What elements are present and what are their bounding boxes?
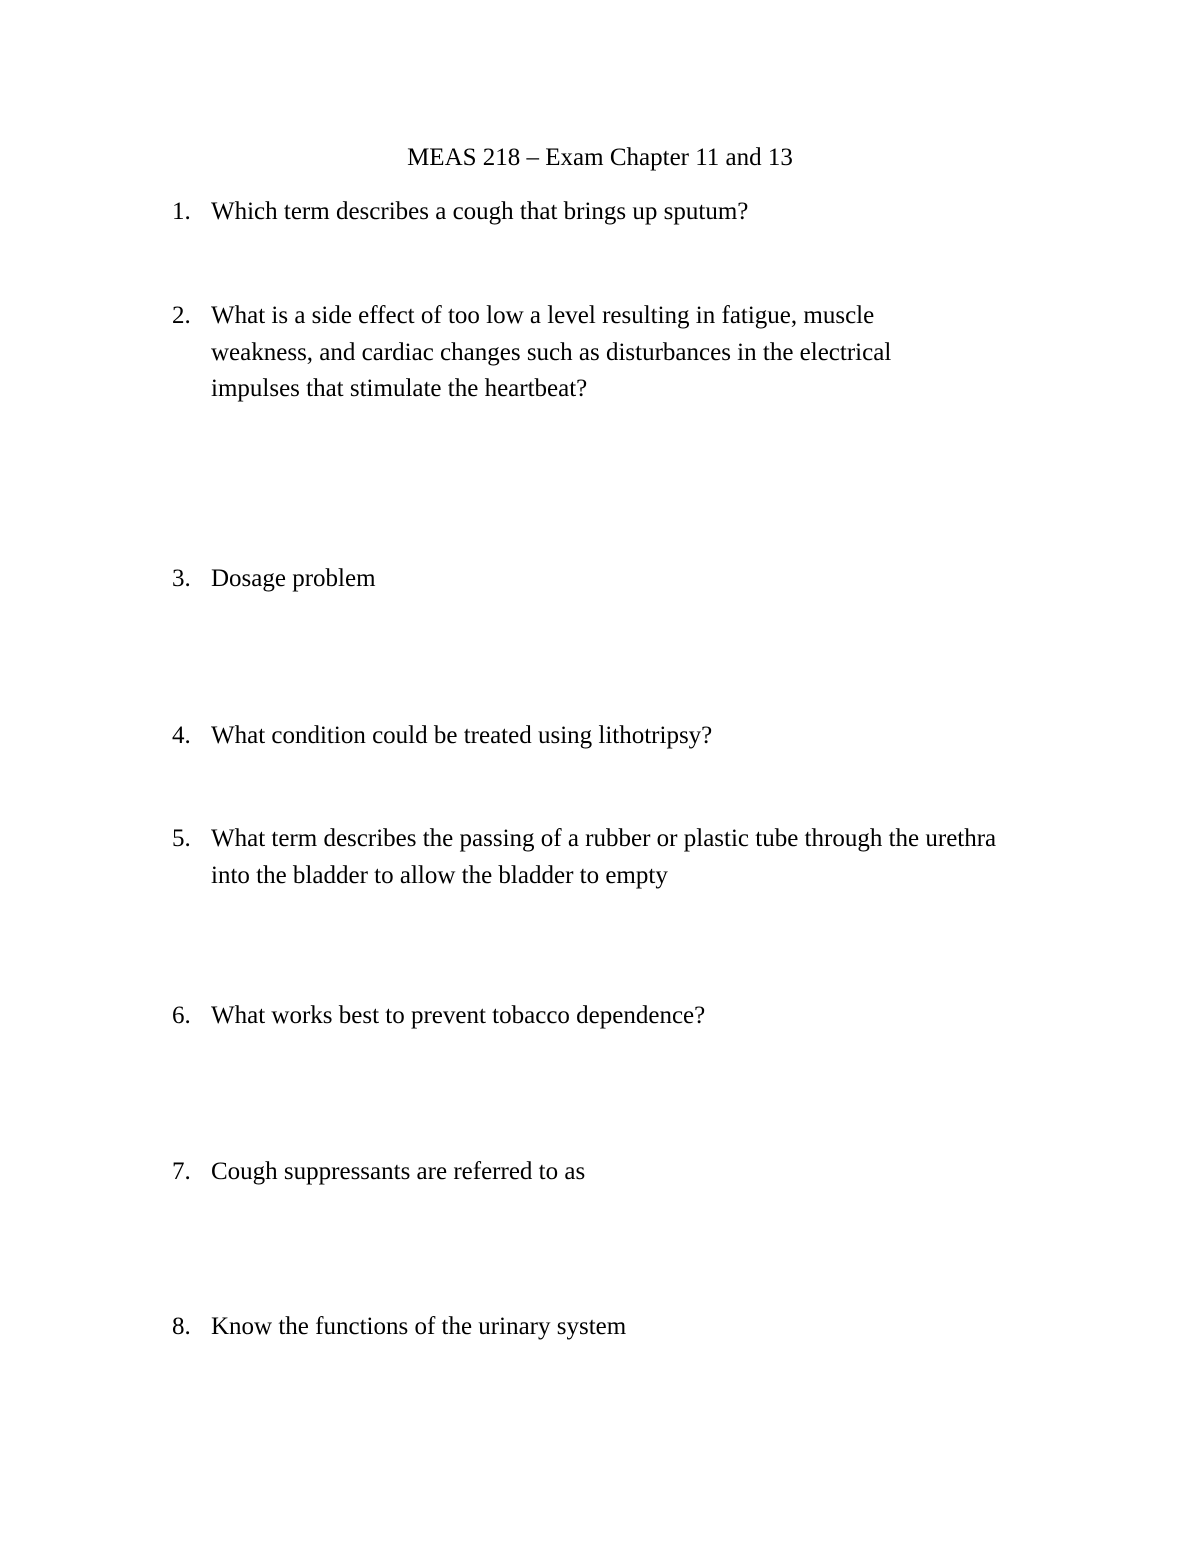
question-number: 4.	[172, 722, 191, 749]
document-title: MEAS 218 – Exam Chapter 11 and 13	[407, 144, 793, 171]
question-item	[172, 1309, 1002, 1346]
question-number: 1.	[172, 198, 191, 225]
question-text: What condition could be treated using lithotripsy?	[211, 722, 713, 749]
question-item	[172, 1154, 1002, 1191]
question-item	[172, 194, 1002, 231]
question-item	[172, 561, 1002, 598]
question-number: 2.	[172, 302, 191, 329]
question-text: What is a side effect of too low a level resulting in fatigue, muscle weakness, and cardiac changes such as disturbances in the electrical impulses that stimulate the heartbeat?	[211, 302, 892, 402]
question-item	[172, 998, 1002, 1035]
question-text: Which term describes a cough that brings up sputum?	[211, 198, 749, 225]
question-item	[172, 821, 1002, 894]
question-number: 3.	[172, 565, 191, 592]
question-text: Know the functions of the urinary system	[211, 1313, 627, 1340]
question-number: 5.	[172, 825, 191, 852]
question-text: Dosage problem	[211, 565, 376, 592]
question-number: 6.	[172, 1002, 191, 1029]
question-text: What works best to prevent tobacco dependence?	[211, 1002, 706, 1029]
question-item	[172, 718, 1002, 755]
question-number: 7.	[172, 1158, 191, 1185]
question-item	[172, 298, 1002, 408]
question-text: Cough suppressants are referred to as	[211, 1158, 586, 1185]
question-text: What term describes the passing of a rubber or plastic tube through the urethra into the bladder to allow the bladder to empty	[211, 825, 997, 889]
question-number: 8.	[172, 1313, 191, 1340]
